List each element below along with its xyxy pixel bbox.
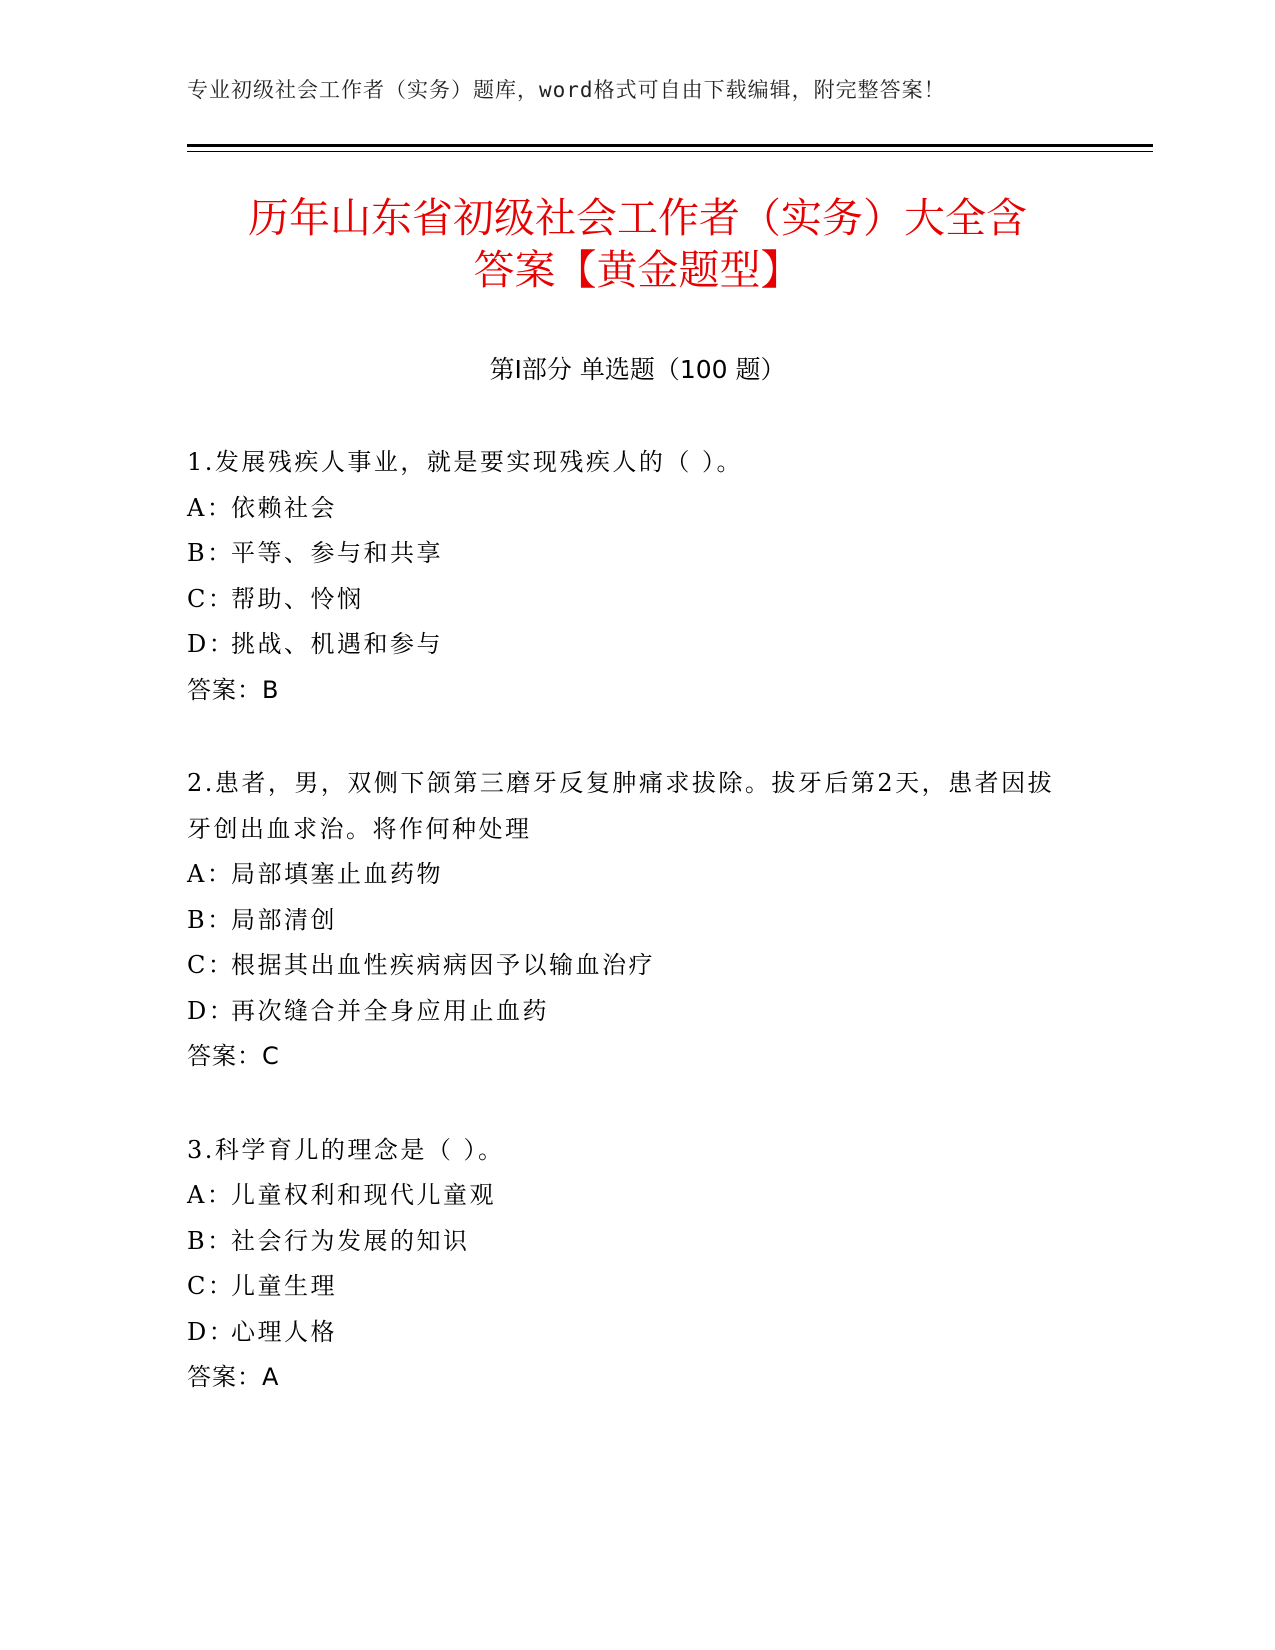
option-key: C： bbox=[187, 1272, 235, 1300]
option-d bbox=[187, 1310, 1067, 1356]
document-title bbox=[150, 192, 1125, 296]
option-c bbox=[187, 943, 1067, 989]
section-heading: 第Ⅰ部分 单选题（100 题） bbox=[489, 355, 786, 384]
header-note: 专业初级社会工作者（实务）题库，word格式可自由下载编辑，附完整答案！ bbox=[187, 78, 946, 102]
question-1 bbox=[187, 440, 1067, 713]
option-text: 根据其出血性疾病病因予以输血治疗 bbox=[231, 951, 655, 979]
option-text: 平等、参与和共享 bbox=[231, 539, 443, 567]
option-text: 局部清创 bbox=[231, 905, 337, 934]
option-text: 儿童生理 bbox=[231, 1272, 337, 1300]
option-key: C： bbox=[187, 584, 235, 613]
option-b bbox=[187, 531, 1067, 577]
option-a bbox=[187, 1173, 1067, 1219]
question-2 bbox=[187, 761, 1067, 1080]
option-b bbox=[187, 898, 1067, 944]
option-key: B： bbox=[187, 539, 234, 567]
option-key: B： bbox=[187, 1226, 234, 1255]
header-rule-thick bbox=[187, 144, 1153, 147]
option-a bbox=[187, 486, 1067, 532]
option-c bbox=[187, 577, 1067, 623]
answer-line: 答案：A bbox=[187, 1363, 280, 1391]
option-key: D： bbox=[187, 1317, 236, 1346]
option-text: 局部填塞止血药物 bbox=[231, 860, 443, 888]
option-key: D： bbox=[187, 630, 236, 658]
option-text: 挑战、机遇和参与 bbox=[231, 630, 443, 658]
document-title-line-1: 历年山东省初级社会工作者（实务）大全含 bbox=[248, 194, 1027, 242]
option-text: 心理人格 bbox=[231, 1317, 337, 1346]
option-text: 帮助、怜悯 bbox=[231, 584, 364, 613]
option-key: B： bbox=[187, 905, 234, 934]
option-text: 儿童权利和现代儿童观 bbox=[231, 1181, 496, 1209]
option-key: A： bbox=[187, 1181, 234, 1209]
question-stem: 1.发展残疾人事业，就是要实现残疾人的（ ）。 bbox=[187, 448, 744, 476]
question-3 bbox=[187, 1128, 1067, 1401]
option-key: A： bbox=[187, 493, 234, 522]
option-key: D： bbox=[187, 996, 236, 1025]
option-key: A： bbox=[187, 860, 234, 888]
option-key: C： bbox=[187, 951, 235, 979]
option-a bbox=[187, 852, 1067, 898]
answer-line: 答案：B bbox=[187, 675, 280, 704]
option-text: 再次缝合并全身应用止血药 bbox=[231, 996, 549, 1025]
option-text: 社会行为发展的知识 bbox=[231, 1226, 470, 1255]
header-rule-thin bbox=[187, 151, 1153, 152]
option-c bbox=[187, 1264, 1067, 1310]
option-d bbox=[187, 989, 1067, 1035]
answer-line: 答案：C bbox=[187, 1042, 280, 1070]
option-b bbox=[187, 1219, 1067, 1265]
option-d bbox=[187, 622, 1067, 668]
question-stem: 3.科学育儿的理念是（ ）。 bbox=[187, 1135, 505, 1164]
option-text: 依赖社会 bbox=[231, 493, 337, 522]
question-list bbox=[187, 440, 1067, 1449]
question-stem: 2.患者，男，双侧下颌第三磨牙反复肿痛求拔除。拔牙后第2天，患者因拔牙创出血求治。将作何种处理 bbox=[187, 769, 1055, 843]
document-title-line-2: 答案【黄金题型】 bbox=[473, 246, 802, 294]
